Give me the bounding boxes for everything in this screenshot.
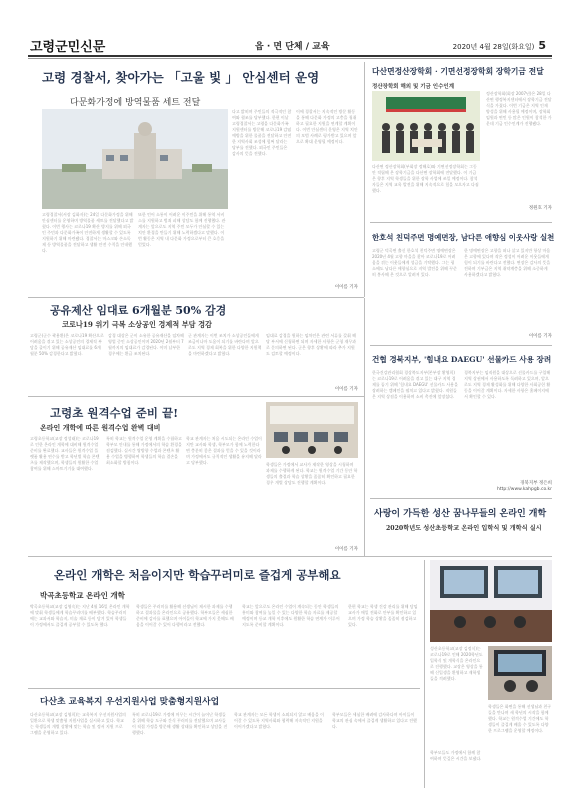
masthead-rule-thin [28, 58, 552, 59]
article7-photo-2 [488, 646, 552, 700]
article5-photo [266, 402, 358, 458]
article8-body-col5: 다산초등학교(교장 김영희)는 교육복지 우선지원사업의 일환으로 학생 맞춤형 지원사업을 실시하고 있다. 학교는 학생들의 개별 상황에 맞는 학습 및 정서 지원 프로그램을 운영하고 있다. [30, 712, 126, 735]
article2-body-col2: 다산면 정산장학회(부회장 정해호)와 기면선정장학회는 그동안 적립해 온 장학기금을 다산면 장학회에 전달했다. 이 기금은 향후 지역 학생들을 위한 장학 사업에 쓰일 예정이다. 참석자들은 지역 교육 발전을 위해 지속적으로 힘을 모으자고 다짐했다. [372, 164, 479, 193]
article4-headline: 한호석 친덕주면 명예면장, 남다른 애향심 이웃사랑 실천 [372, 233, 555, 242]
article3-body-col4: 임대료 감경을 원하는 임차인은 관련 서류를 갖춰 해당 부서에 신청하면 되며 자세한 사항은 군청 재무과로 문의하면 된다. 군은 향후 상황에 따라 추가 지원도 검토할 예정이다. [266, 333, 357, 356]
section-divider [28, 556, 552, 557]
teacher-screen-photo-icon [488, 646, 552, 700]
issue-date [453, 39, 546, 52]
article3-body-col2: 감경 대상은 군이 소유한 공유재산을 임차해 영업 중인 소상공인이며 2020년 2월부터 7월까지의 임대료가 감경된다. 이미 납부한 경우에는 환급 조치된다. [108, 333, 184, 356]
article6-body-col1: 한국건강관리협회 경상북도지부(본부장 황영희)는 코로나19로 어려움을 겪고 있는 대구 지역 경제를 돕기 위해 '힘내요 DAEGU' 선물카드 사용을 장려하는 캠페인을 펼치고 있다고 밝혔다. 직원들은 지역 상점을 이용하며 소비 촉진에 앞장섰다. [372, 370, 458, 399]
column-divider [364, 298, 365, 556]
article1-photo [42, 109, 228, 209]
article1-byline: 이이름 기자 [334, 285, 358, 290]
article3-body-col3: 군 관계자는 이번 조치가 소상공인들에게 조금이나마 도움이 되기를 바란다며 앞으로도 지역 경제 회복을 위한 다양한 지원책을 마련하겠다고 밝혔다. [188, 333, 262, 356]
article7-subhead: 2020학년도 성산초등학교 온라인 입학식 및 개학식 실시 [386, 525, 542, 532]
article1-headline: 고령 경찰서, 찾아가는 「고울 빛 」 안심센터 운영 [42, 70, 320, 85]
article8-body-col4: 한편 학교는 학생 건강 관리를 위해 담임교사가 매일 전화로 안부를 확인하고 있으며 가정 학습 상황을 꼼꼼히 점검하고 있다. [348, 604, 418, 627]
article3-subhead: 코로나19 위기 극복 소상공인 경제적 부담 경감 [62, 320, 212, 329]
article3-body-col1: 고령군(군수 곽용환)은 코로나19 확산으로 어려움을 겪고 있는 소상공인의 경제적 부담을 줄이기 위해 공유재산 임대료를 6개월분 50% 감경한다고 밝혔다. [30, 333, 104, 356]
article6-headline: 건협 경북지부, '힘내요 DAEGU' 선물카드 사용 장려 [372, 355, 552, 364]
article8-sub-left2: 다산초 교육복지 우선지원사업 맞춤형지원사업 [40, 697, 220, 707]
article7-body-col3: 학부모들도 가정에서 함께 참여하며 뜻깊은 시간을 보냈다. [430, 750, 482, 761]
masthead-rule [28, 55, 552, 57]
article2-photo-caption: 정산장학회 해외 및 기금 인수인계 [372, 84, 455, 90]
article5-body-col2: 특히 학교는 원격수업 운영 계획을 수립하고 학부모 안내를 통해 가정에서의 학습 환경을 점검했다. 실시간 쌍방향 수업과 콘텐츠 활용 수업을 병행하여 학생들의 학습 결손을 최소화할 방침이다. [106, 436, 182, 465]
article8-sub-left: 박곡초등학교 온라인 개학 [40, 591, 125, 600]
section-divider [370, 222, 552, 223]
article2-body-col1: 정산장학회(회장 2007년)은 28일 다산면 행정복지센터에서 장학기금 전달식을 가졌다. 이번 기금은 지역 인재 양성을 위해 사용될 예정이며, 장학회 임원과 면민 등 많은 인원이 참석한 가운데 기금 인수인계가 진행됐다. [486, 91, 552, 126]
article1-subhead: 다문화가정에 방역물품 세트 전달 [70, 98, 201, 108]
article5-body-col3: 학교 관계자는 처음 시도되는 온라인 수업이지만 교사와 학생, 학부모가 함께 노력한다면 충분히 좋은 결과를 얻을 수 있을 것이라며 가정에서도 규칙적인 생활을 유지해 달라고 당부했다. [186, 436, 262, 465]
article5-body-col1: 고령초등학교(교장 정성태)는 코로나19로 인한 온라인 개학에 대비해 원격수업 준비를 완료했다. 교사들은 원격수업 플랫폼 활용 연수를 받고 학년별 학습 콘텐츠를 제작했으며, 학생들의 원활한 수업 참여를 위해 스마트기기를 대여했다. [30, 436, 100, 471]
article7-body-col2: 학생들은 화면을 통해 선생님과 친구들을 만나며 새 학년의 시작을 함께했다. 학교는 원격수업 기간에도 학생들이 즐겁게 배울 수 있도록 다양한 프로그램을 운영할 예정이다. [488, 704, 552, 733]
page-number: 5 [538, 39, 546, 52]
article8-body-col8: 학부모들은 세심한 배려에 감사하다며 아이들이 학교의 관심 속에서 즐겁게 생활하고 있다고 전했다. [332, 712, 417, 729]
section-title: 읍 · 면 단체 / 교육 [255, 42, 330, 52]
article4-body-col1: 고령군 덕곡면 출신 한호석 친덕주면 명예면장은 2020년 4월 고향 마을을 찾아 코로나19로 어려움을 겪는 이웃들에게 성금을 기탁했다. 그는 평소에도 남다른 애향심으로 지역 발전을 위해 꾸준히 봉사해 온 것으로 알려져 있다. [372, 248, 457, 277]
paper-name: 고령군민신문 [30, 40, 106, 55]
article2-headline: 다산면정산장학회 · 기면선정장학회 장학기금 전달 [372, 67, 544, 76]
article4-byline: 이이름 기자 [528, 334, 552, 339]
article5-headline: 고령초 원격수업 준비 끝! [50, 406, 179, 420]
article3-headline: 공유제산 임대료 6개월분 50% 감경 [50, 304, 227, 317]
article7-body-col1: 성산초등학교(교장 김정식)는 코로나19로 인해 2020학년도 입학식 및 개학식을 온라인으로 진행했다. 교장은 영상을 통해 신입생을 환영하고 재학생들을 격려했다. [430, 646, 483, 681]
article8-body-col2: 학생들은 꾸러미를 활용해 선생님이 제시한 과제를 수행하고 결과물을 온라인으로 공유했다. 학부모들은 세심한 준비에 감사를 표했으며 아이들이 학교에 가지 못해도 배움을 이어갈 수 있어 다행이라고 전했다. [136, 604, 234, 627]
article6-byline: 경북지부 정은희 [520, 481, 552, 486]
article8-body-col7: 학교 관계자는 모든 학생이 소외되지 않고 배움을 이어갈 수 있도록 지역사회와 협력해 지속적인 지원을 이어가겠다고 밝혔다. [234, 712, 325, 729]
article5-body-col4: 학생들은 가정에서 교사가 제작한 영상을 시청하며 과제를 수행하게 된다. 학교는 원격수업 기간 동안 학생들의 출결과 학습 상황을 꼼꼼히 확인하고 필요한 경우 개별 상담도 진행할 계획이다. [266, 462, 358, 485]
column-divider [424, 560, 425, 788]
article6-url: http://www.kahpgb.co.kr [496, 487, 552, 492]
classroom-photo-icon [266, 402, 358, 458]
section-divider [370, 345, 552, 346]
column-divider [364, 62, 365, 297]
article6-body-col2: 경북지부는 임직원을 대상으로 선물카드를 구입해 지역 상권에서 사용하도록 독려하고 있으며, 앞으로도 지역 경제 활성화를 위해 다양한 사회공헌 활동을 이어갈 계획이다. 자세한 사항은 홈페이지에서 확인할 수 있다. [464, 370, 551, 399]
article8-body-col6: 특히 코로나19로 가정에 머무는 시간이 늘어난 학생들을 위해 학습 도구와 간식 꾸러미를 전달했으며 교사들이 직접 가정을 방문해 생활 상태를 확인하고 상담을 진행했다. [132, 712, 228, 735]
article8-body-col1: 박곡초등학교(교장 김영숙)는 지난 4월 16일 온라인 개학에 맞춰 학생들에게 학습꾸러미를 배부했다. 학습꾸러미에는 교과서와 학습지, 미술 재료 등이 담겨 있어 학생들이 가정에서도 즐겁게 공부할 수 있도록 했다. [30, 604, 130, 627]
article2-photo [372, 91, 480, 161]
article8-headline: 온라인 개학은 처음이지만 학습꾸러미로 즐겁게 공부해요 [54, 568, 341, 582]
article4-body-col2: 한 명예면장은 고향을 떠나 살고 있지만 항상 마음은 고향에 있다며 작은 정성이 어려운 이웃들에게 힘이 되기를 바란다고 전했다. 면장은 감사의 뜻을 전하며 기부금은 지역 취약계층을 위해 소중하게 사용하겠다고 밝혔다. [464, 248, 551, 277]
article1-body-col1: 고령경찰서(서장 김화자)는 24일 다문화가정을 위해 안심센터를 운영하며 방역물품 세트를 전달했다고 밝혔다. 이번 행사는 코로나19 확산 방지를 위해 외국인 주민과 다문화가족이 안전하게 생활할 수 있도록 지원하기 위해 마련됐다. 경찰서는 마스크와 손소독제 등 방역물품을 전달하고 생활 안전 수칙을 안내했다. [42, 212, 134, 253]
article1-body-col4: 이에 경찰서는 지속적인 방문 활동을 통해 다문화 가정의 고충을 청취하고 필요한 지원을 연계할 계획이다. 이번 안심센터 운영은 지역 치안의 모범 사례로 평가받고 있으며 앞으로 확대 운영될 예정이다. [296, 109, 358, 144]
section-divider [28, 297, 364, 298]
online-opening-photo-icon [430, 560, 552, 642]
article1-body-col2: 또한 언어 소통이 어려운 이주민을 위해 통역 서비스를 지원하고 범죄 피해 상담도 함께 진행했다. 관계자는 앞으로도 지역 주민 모두가 안심할 수 있는 치안 환경을 만들기 위해 노력하겠다고 말했다. 이번 활동은 지역 내 다문화 가정으로부터 큰 호응을 얻었다. [138, 212, 226, 247]
police-building-photo-icon [42, 109, 228, 209]
article7-headline: 사랑이 가득한 성산 꿈나무들의 온라인 개학 [374, 509, 547, 519]
article8-body-col3: 학교는 앞으로도 온라인 수업이 계속되는 동안 학생들의 흥미와 참여를 높일 수 있는 다양한 학습 자료를 제공할 예정이며 등교 개학 이후에도 원활한 학습 연계가 이루어지도록 준비할 계획이다. [242, 604, 340, 627]
date-text: 2020년 4월 28일(화요일) [452, 43, 535, 51]
article2-byline: 정원호 기자 [528, 206, 552, 211]
article5-subhead: 온라인 개학에 따른 원격수업 완벽 대비 [40, 423, 161, 432]
section-divider [370, 498, 552, 499]
section-divider [28, 396, 364, 397]
section-divider [28, 688, 420, 689]
article7-photo-1 [430, 560, 552, 642]
article3-byline: 이이름 기자 [334, 387, 358, 392]
group-ceremony-photo-icon [372, 91, 480, 161]
article1-body-col3: 다고 밝히며 주민들의 적극적인 참여와 협조를 당부했다. 한편 이날 고령경찰서는 고령읍 다문화가족지원센터를 방문해 코로나19 감염 예방을 위한 물품을 전달하고 안전한 지역사회 조성에 힘써 달라는 당부를 전했다. 외국인 주민들은 감사의 뜻을 전했다. [232, 109, 292, 156]
article5-byline: 이이름 기자 [334, 547, 358, 552]
